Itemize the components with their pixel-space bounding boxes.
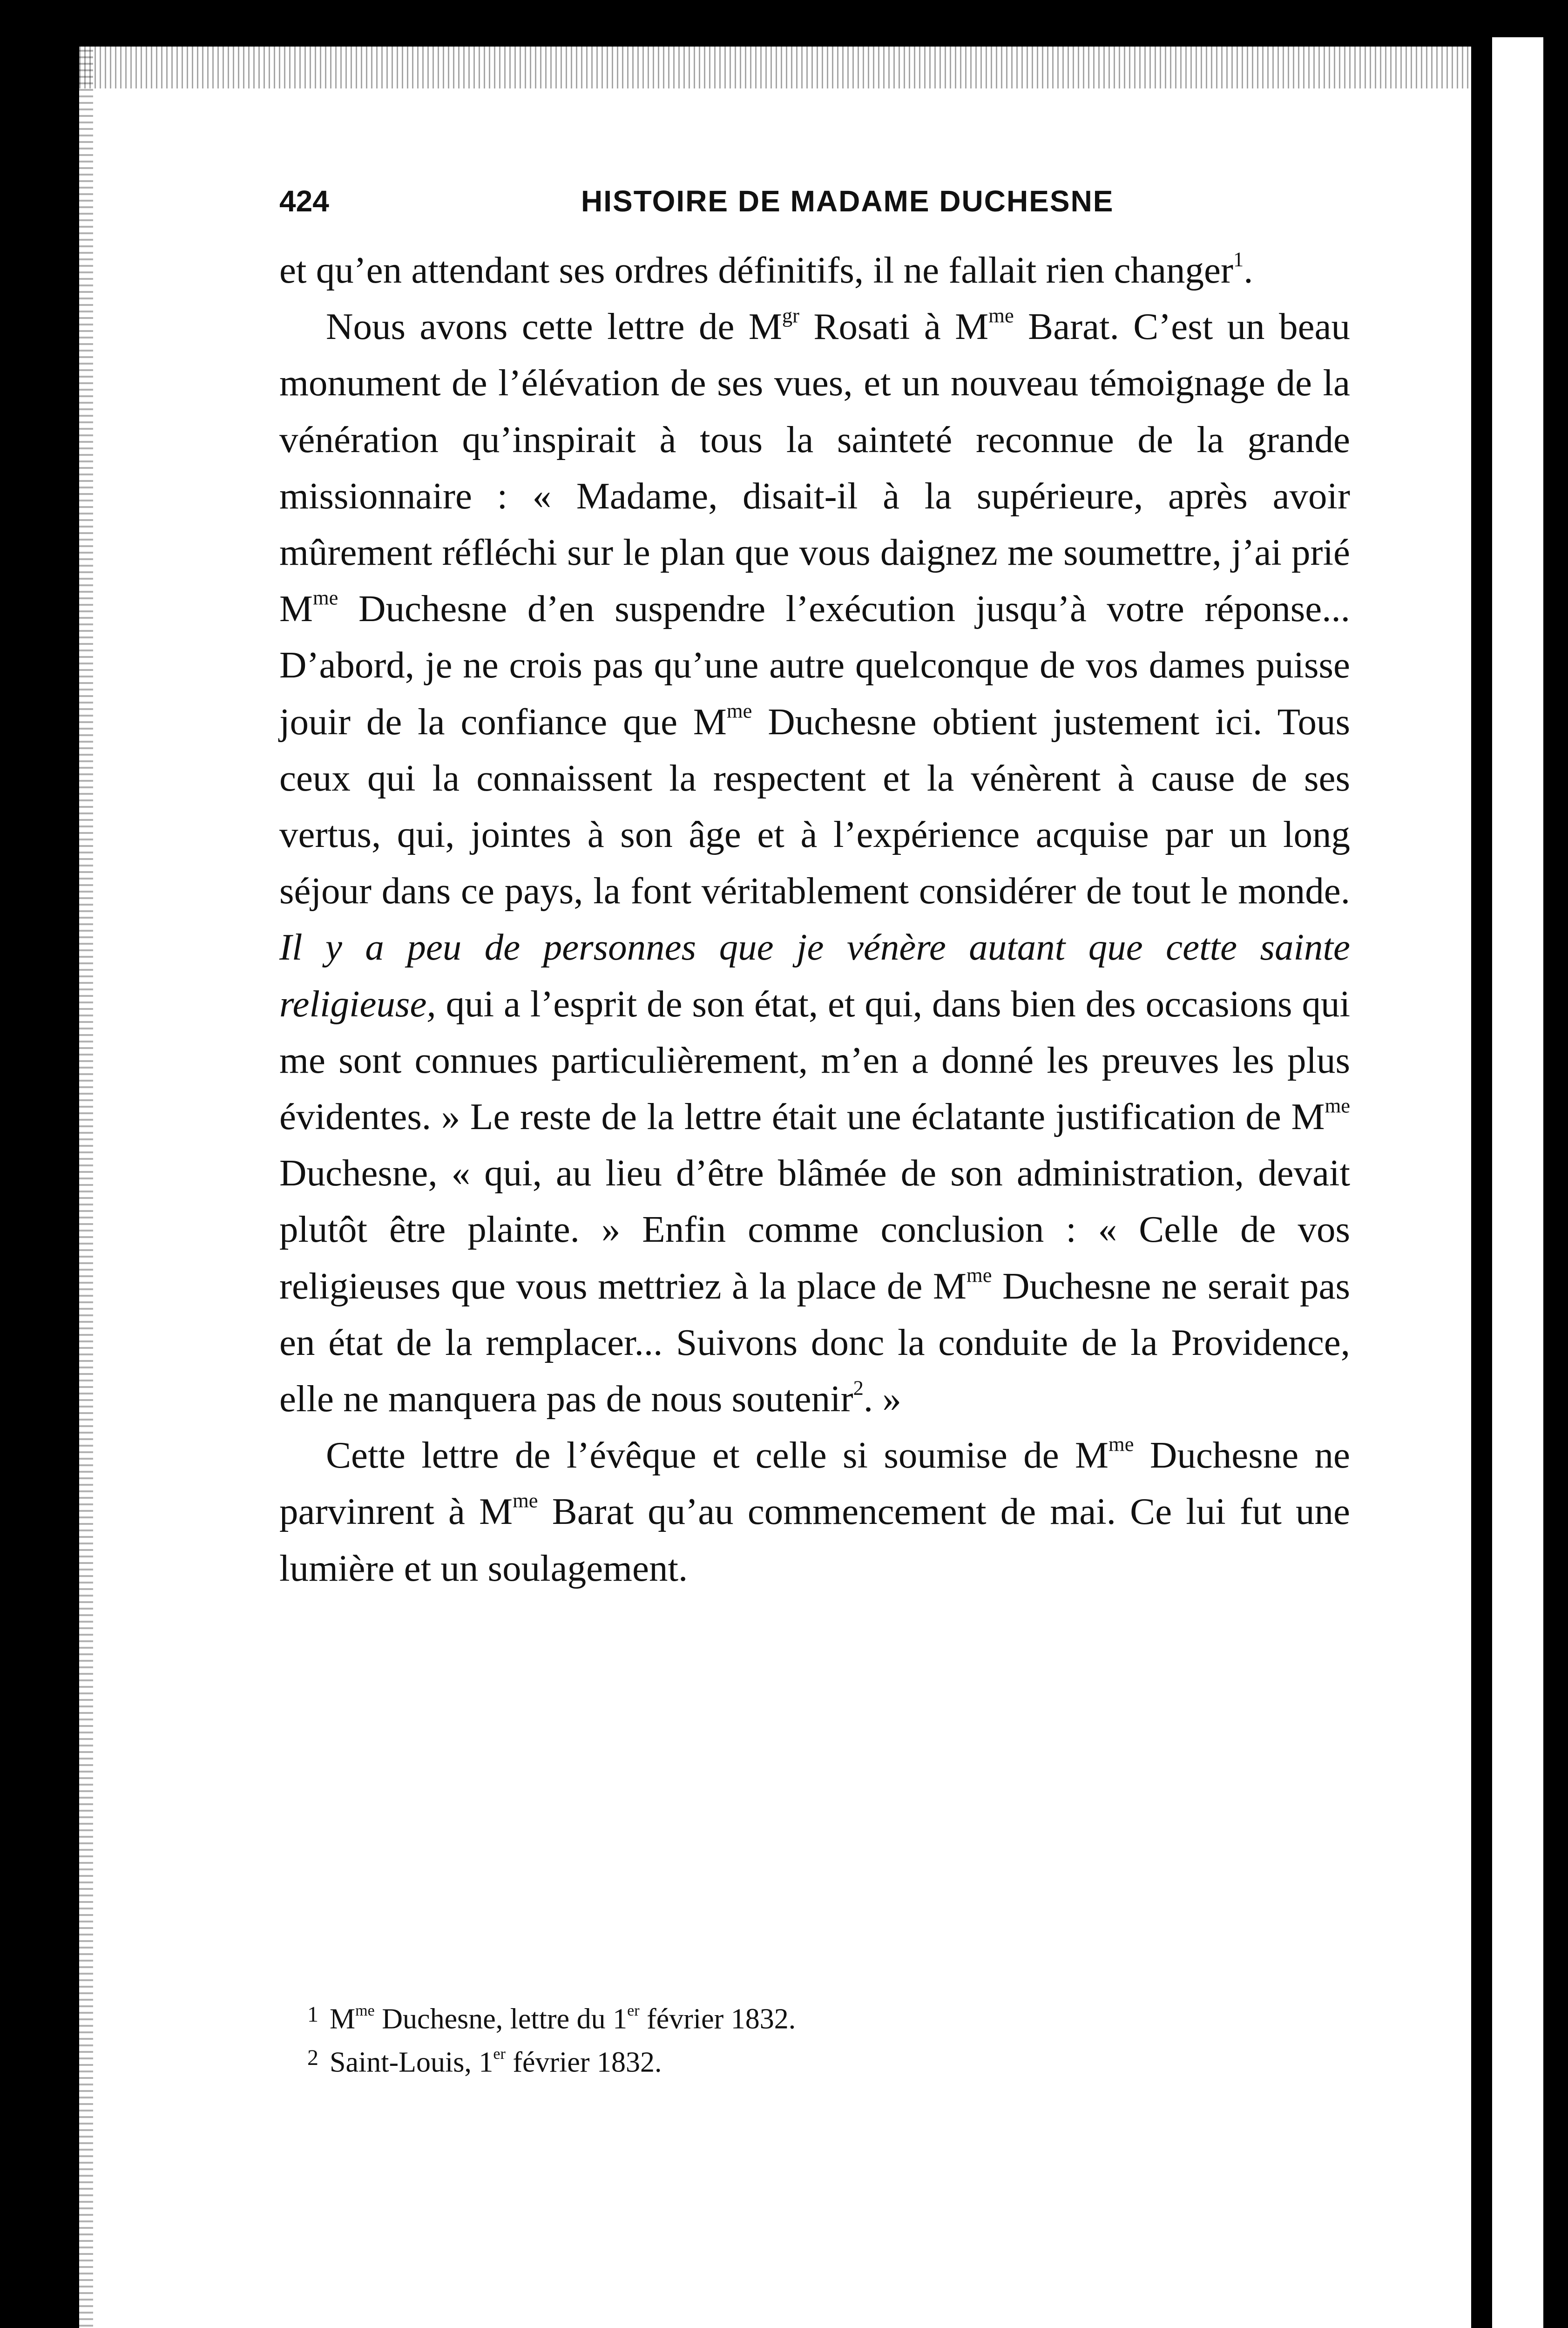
text-span: . <box>1244 249 1253 291</box>
footnote-ref-1: 1 <box>1233 247 1244 271</box>
superscript: me <box>1108 1432 1134 1456</box>
superscript: me <box>313 586 338 609</box>
text-span: Nous avons cette lettre de M <box>326 305 782 348</box>
footnote-mark: 1 <box>307 2002 318 2027</box>
text-span: Duchesne, « qui, au lieu d’être blâmée de son administration, devait plutôt être plainte. » Enfin comme conclusion : « Celle de vos religieuses que vous mettriez à la place de M <box>279 1152 1350 1307</box>
superscript: gr <box>782 304 799 327</box>
adjacent-page-edge <box>1492 37 1543 2328</box>
text-span: . » <box>863 1378 901 1420</box>
scan-noise-top <box>79 47 1471 88</box>
paragraph-1 <box>279 242 1350 298</box>
superscript: me <box>726 699 752 722</box>
paragraph-3 <box>279 1427 1350 1597</box>
text-span: Duchesne obtient justement ici. Tous ceux qui la connaissent la respectent et la vénèrent à cause de ses vertus, qui, jointes à son âge et à l’expérience acquise par un long séjour dans ce pays, la font véritablement considérer de tout le monde. <box>279 700 1350 912</box>
text-span: Saint-Louis, 1 <box>330 2046 493 2078</box>
footnote-1 <box>307 1995 1331 2038</box>
text-span: Rosati à M <box>799 305 989 348</box>
text-span: M <box>330 2003 356 2035</box>
text-span: Duchesne d’en suspendre l’exécution jusqu’à votre réponse... D’abord, je ne crois pas qu’une autre quelconque de vos dames puisse jouir de la confiance que M <box>279 588 1350 743</box>
superscript: me <box>988 304 1014 327</box>
text-span: Barat. C’est un beau monument de l’élévation de ses vues, et un nouveau témoignage de la vénération qu’inspirait à tous la sainteté reconnue de la grande missionnaire : « Madame, disait-il à la supérieure, après avoir mûrement réfléchi sur le plan que vous daignez me soumettre, j’ai prié M <box>279 305 1351 630</box>
text-span: Cette lettre de l’évêque et celle si soumise de M <box>326 1434 1109 1476</box>
footnotes <box>307 1995 1331 2082</box>
superscript: me <box>1325 1094 1350 1117</box>
text-span: Barat qu’au commencement de mai. Ce lui fut une lumière et un soulagement. <box>279 1490 1351 1589</box>
text-span: et qu’en attendant ses ordres définitifs, il ne fallait rien changer <box>279 249 1233 291</box>
scan-noise-left <box>79 47 93 2328</box>
superscript: me <box>355 2002 375 2020</box>
superscript: me <box>966 1263 992 1287</box>
footnote-mark: 2 <box>307 2045 318 2071</box>
text-span: Duchesne, lettre du 1 <box>374 2003 628 2035</box>
paragraph-2 <box>279 298 1350 1427</box>
text-span: février 1832. <box>505 2046 662 2078</box>
footnote-2 <box>307 2038 1331 2082</box>
italic-quote: Il y a peu de personnes que je vénère autant que cette sainte religieuse, <box>279 926 1350 1025</box>
superscript: me <box>513 1489 538 1512</box>
superscript: er <box>493 2045 506 2063</box>
text-span: février 1832. <box>639 2003 796 2035</box>
footnote-ref-2: 2 <box>853 1376 864 1400</box>
text-span: qui a l’esprit de son état, et qui, dans bien des occasions qui me sont connues particulièrement, m’en a donné les preuves les plus évidentes. » Le reste de la lettre était une éclatante justification de M <box>279 982 1350 1138</box>
running-title: HISTOIRE DE MADAME DUCHESNE <box>581 184 1114 218</box>
superscript: er <box>627 2002 640 2020</box>
page-number: 424 <box>279 184 329 218</box>
text-span: Duchesne ne parvinrent à M <box>279 1434 1350 1533</box>
text-span: Duchesne ne serait pas en état de la remplacer... Suivons donc la conduite de la Providence, elle ne manquera pas de nous soutenir <box>279 1265 1350 1420</box>
body-text <box>279 242 1350 1597</box>
